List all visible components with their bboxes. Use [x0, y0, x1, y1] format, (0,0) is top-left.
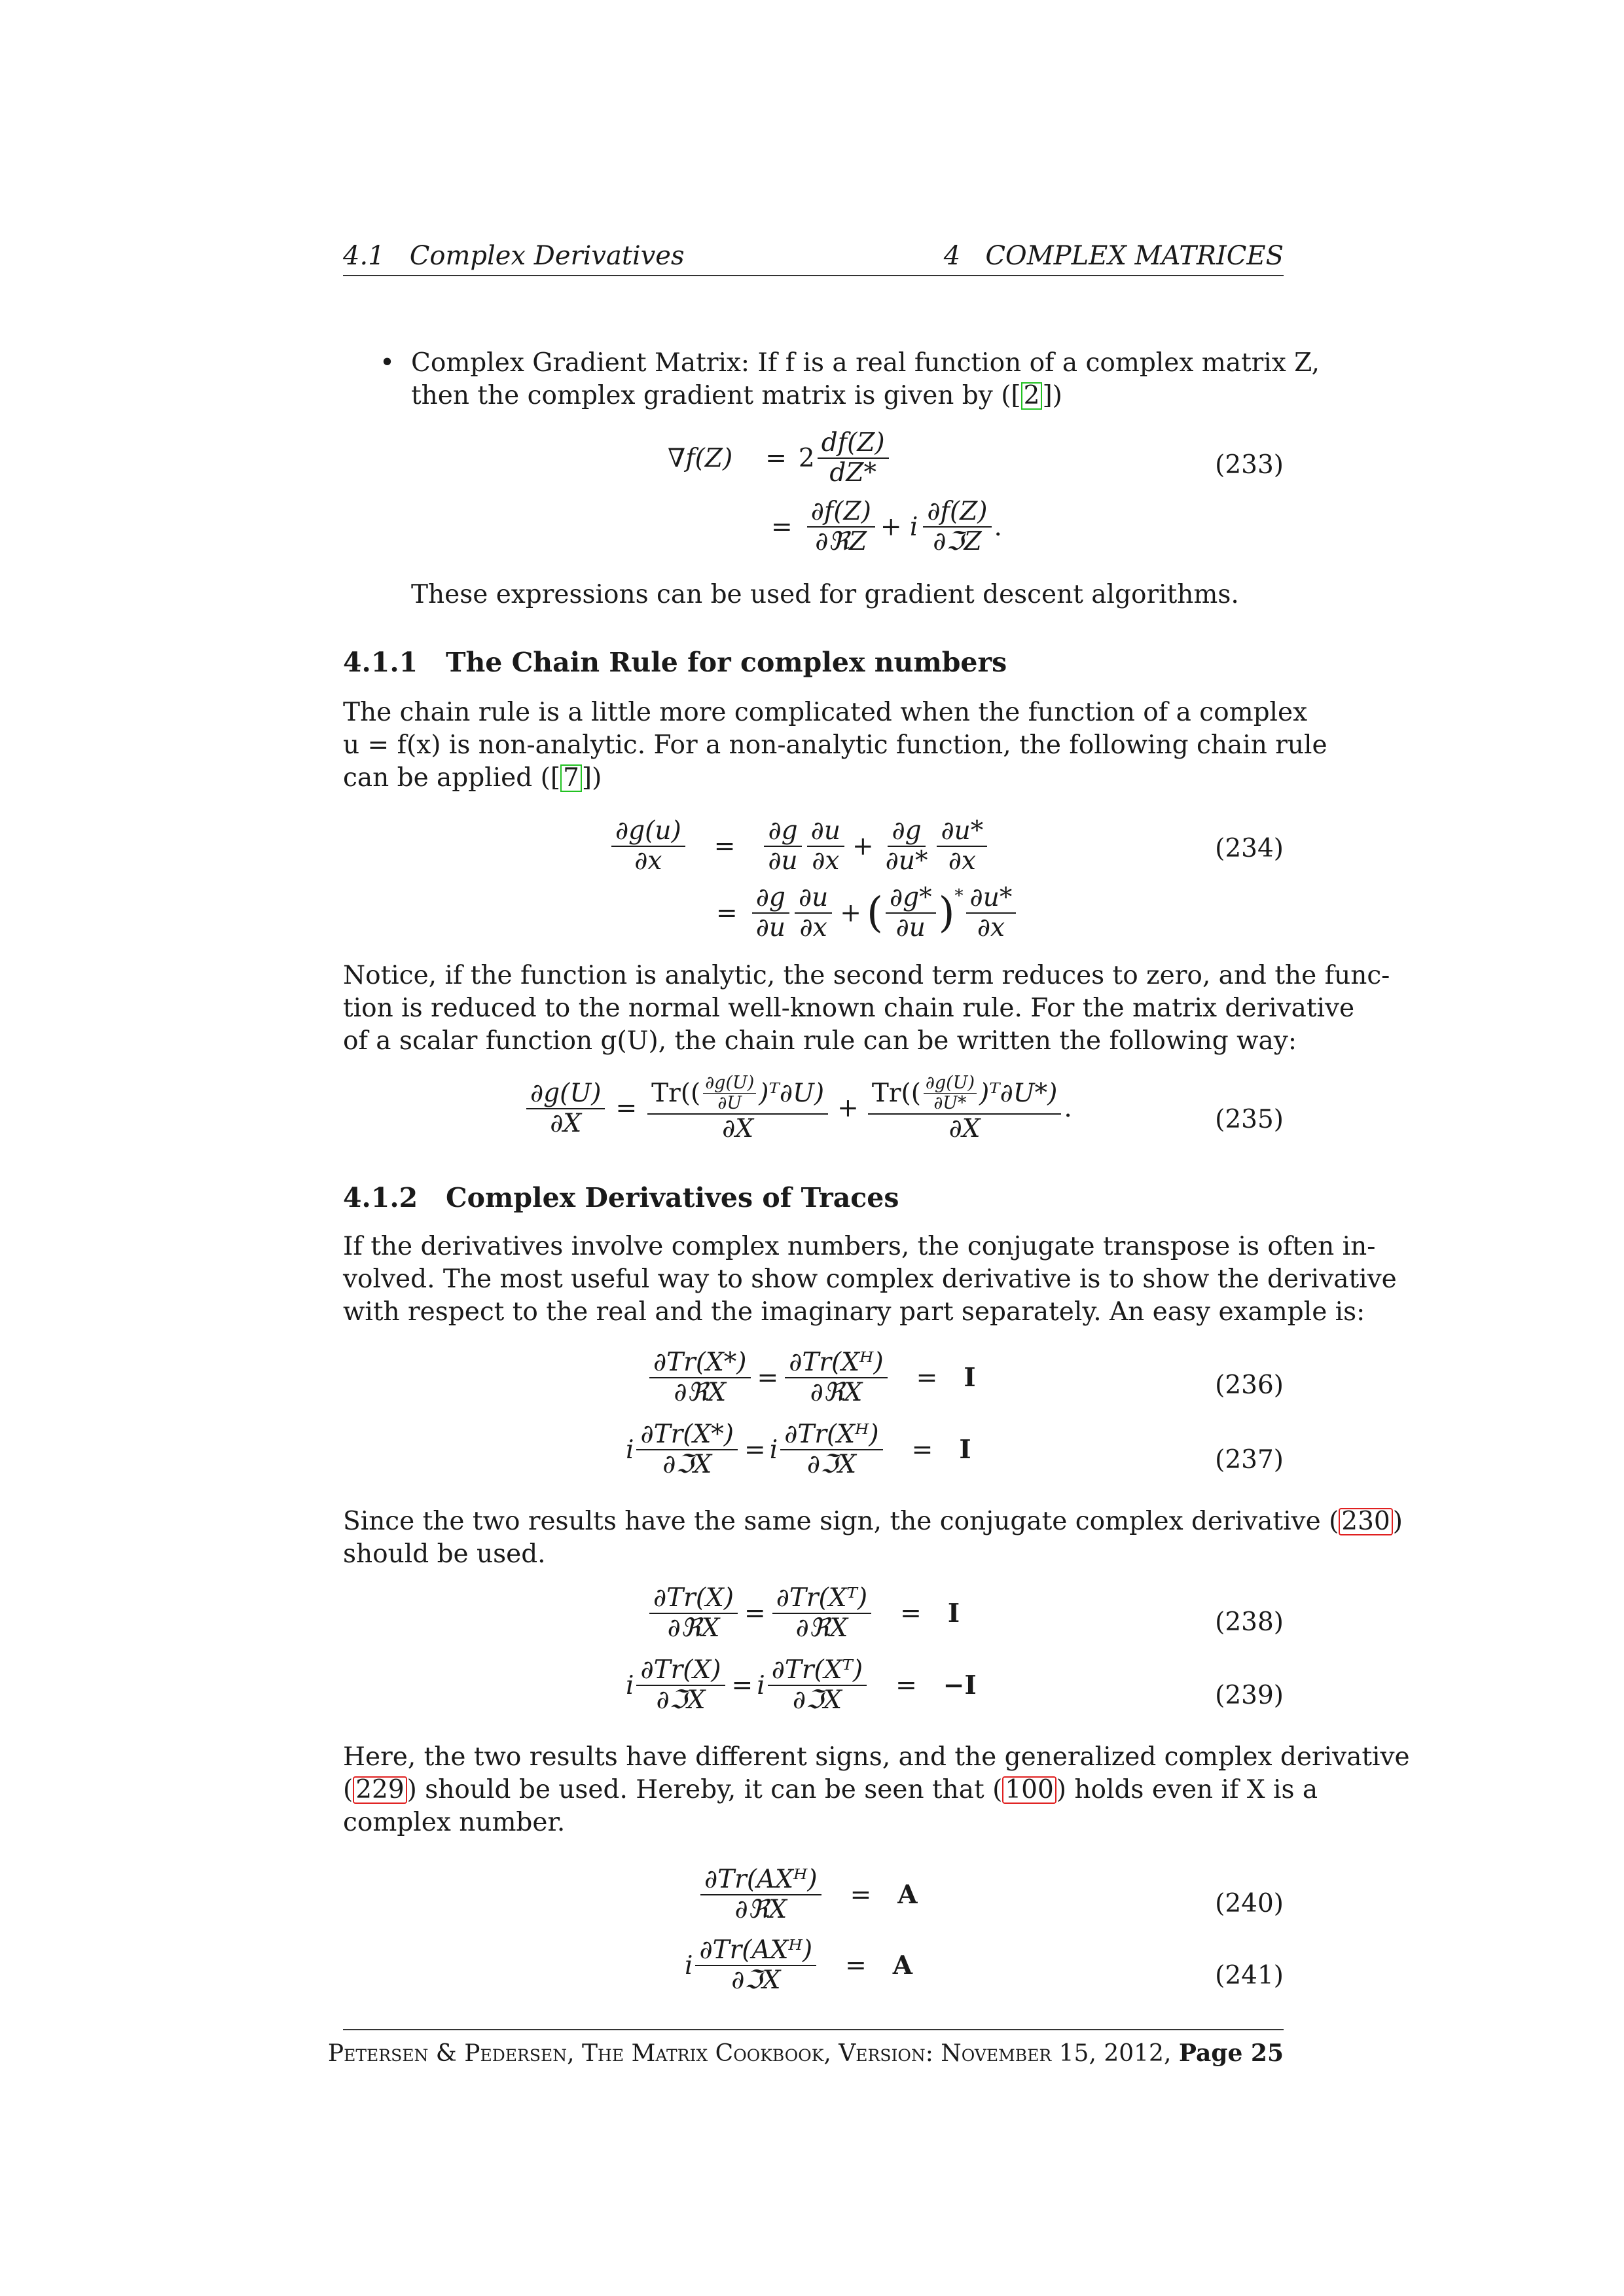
footer-citation: Petersen & Pedersen, The Matrix Cookbook, Version: November 15, 2012,: [327, 2040, 1172, 2067]
header-section-title: Complex Derivatives: [409, 241, 685, 271]
page-number: Page 25: [1178, 2039, 1284, 2067]
equation-233-line1: ∇f(Z) = 2 $\frac{df(Z)}{dZ*}$: [668, 429, 892, 488]
header-chapter-number: 4: [943, 241, 961, 271]
paragraph-traces: If the derivatives involve complex numbers, the conjugate transpose is often in- volved. The most useful way to show complex derivative is to show the derivative with respect to the real and the imaginary part separately. An easy example is:: [343, 1232, 1397, 1327]
footer: [328, 2039, 1284, 2067]
equation-240: $\frac{\text{∂Tr(AXᴴ)}}{\text{∂ℜX}}$ = A: [698, 1865, 918, 1924]
equation-235: $\frac{\partial g(U)}{\partial X}$ = Tr(( $\frac{\partial g(U)}{\partial U}$ )ᵀ∂U) ∂X + Tr(( $\frac{\partial g(U)}{\partial U*}$ )ᵀ∂U*) ∂X .: [524, 1073, 1072, 1143]
equation-number-233: (233): [1215, 450, 1284, 480]
header-right: [944, 241, 1284, 271]
paragraph-after-233: These expressions can be used for gradient descent algorithms.: [411, 580, 1239, 609]
section-heading-4-1-2: 4.1.2 Complex Derivatives of Traces: [343, 1182, 899, 1213]
fraction: $\frac{\partial f(Z)}{\text{∂ℑZ}}$: [923, 497, 991, 556]
equation-number-237: (237): [1215, 1445, 1284, 1475]
fraction: $\frac{df(Z)}{dZ*}$: [818, 429, 889, 488]
equation-234-line1: $\frac{\partial g(u)}{\partial x}$ = $\frac{\partial g}{\partial u}$ $\frac{\partial u}{\partial x}$ + $\frac{\partial g}{\partial u*}$ $\frac{\partial u*}{\partial x}$: [609, 817, 990, 876]
paragraph-different-signs: Here, the two results have different signs, and the generalized complex derivative ( 229 ) should be used. Hereby, it can be seen that ( 100 ) holds even if X is a complex number.: [343, 1742, 1410, 1837]
equation-241: i $\frac{\text{∂Tr(AXᴴ)}}{\text{∂ℑX}}$ = A: [685, 1935, 913, 1995]
header-rule: [343, 275, 1284, 276]
bullet-marker: •: [380, 348, 395, 378]
equation-number-239: (239): [1215, 1681, 1284, 1710]
bullet-text: [411, 347, 1320, 412]
equation-link[interactable]: 100: [1002, 1776, 1056, 1804]
equation-number-235: (235): [1215, 1105, 1284, 1134]
equation-238: $\frac{\partial Tr(X)}{\text{∂ℜX}}$ = $\frac{\text{∂Tr(Xᵀ)}}{\text{∂ℜX}}$ = I: [647, 1584, 960, 1643]
equation-number-241: (241): [1215, 1961, 1284, 1990]
equation-number-240: (240): [1215, 1889, 1284, 1918]
equation-number-238: (238): [1215, 1607, 1284, 1637]
header-chapter-title: COMPLEX MATRICES: [985, 241, 1284, 271]
equation-link[interactable]: 229: [353, 1776, 406, 1804]
citation-link[interactable]: 7: [560, 764, 582, 792]
section-heading-4-1-1: 4.1.1 The Chain Rule for complex numbers: [343, 647, 1007, 678]
equation-number-234: (234): [1215, 834, 1284, 863]
equation-234-line2: = $\frac{\partial g}{\partial u}$ $\frac{\partial u}{\partial x}$ + ( $\frac{\partial g*}{\partial u}$ ) * $\frac{\partial u*}{\partial x}$: [704, 884, 1019, 942]
citation-link[interactable]: 2: [1021, 382, 1043, 410]
bullet-line-2: then the complex gradient matrix is given by ([ 2 ]): [411, 381, 1062, 410]
paragraph-analytic-note: Notice, if the function is analytic, the second term reduces to zero, and the func- tion is reduced to the normal well-known chain rule. For the matrix derivative of a scalar function g(U), the chain rule can be written the following way:: [343, 961, 1390, 1056]
header-left: [343, 241, 685, 271]
equation-number-236: (236): [1215, 1371, 1284, 1400]
equation-236: $\frac{\partial Tr(X*)}{\text{∂ℜX}}$ = $\frac{\text{∂Tr(Xᴴ)}}{\text{∂ℜX}}$ = I: [647, 1348, 976, 1407]
equation-link[interactable]: 230: [1339, 1508, 1392, 1535]
footer-rule: [343, 2029, 1284, 2030]
fraction: $\frac{\partial f(Z)}{\text{∂ℜZ}}$: [807, 497, 875, 556]
equation-237: i $\frac{\partial Tr(X*)}{\text{∂ℑX}}$ = i $\frac{\text{∂Tr(Xᴴ)}}{\text{∂ℑX}}$ = I: [626, 1420, 971, 1479]
equation-233-line2: = $\frac{\partial f(Z)}{\text{∂ℜZ}}$ + i $\frac{\partial f(Z)}{\text{∂ℑZ}}$ .: [771, 497, 1002, 556]
bullet-line-1: Complex Gradient Matrix: If f is a real function of a complex matrix Z,: [411, 348, 1320, 378]
equation-239: i $\frac{\partial Tr(X)}{\text{∂ℑX}}$ = i $\frac{\text{∂Tr(Xᵀ)}}{\text{∂ℑX}}$ = −I: [626, 1655, 977, 1715]
paragraph-same-sign: Since the two results have the same sign, the conjugate complex derivative ( 230 ) should be used.: [343, 1507, 1403, 1569]
paragraph-chain-rule: The chain rule is a little more complicated when the function of a complex u = f(x) is non-analytic. For a non-analytic function, the following chain rule can be applied ([ 7 ]): [343, 698, 1327, 793]
header-section-number: 4.1: [343, 241, 385, 271]
